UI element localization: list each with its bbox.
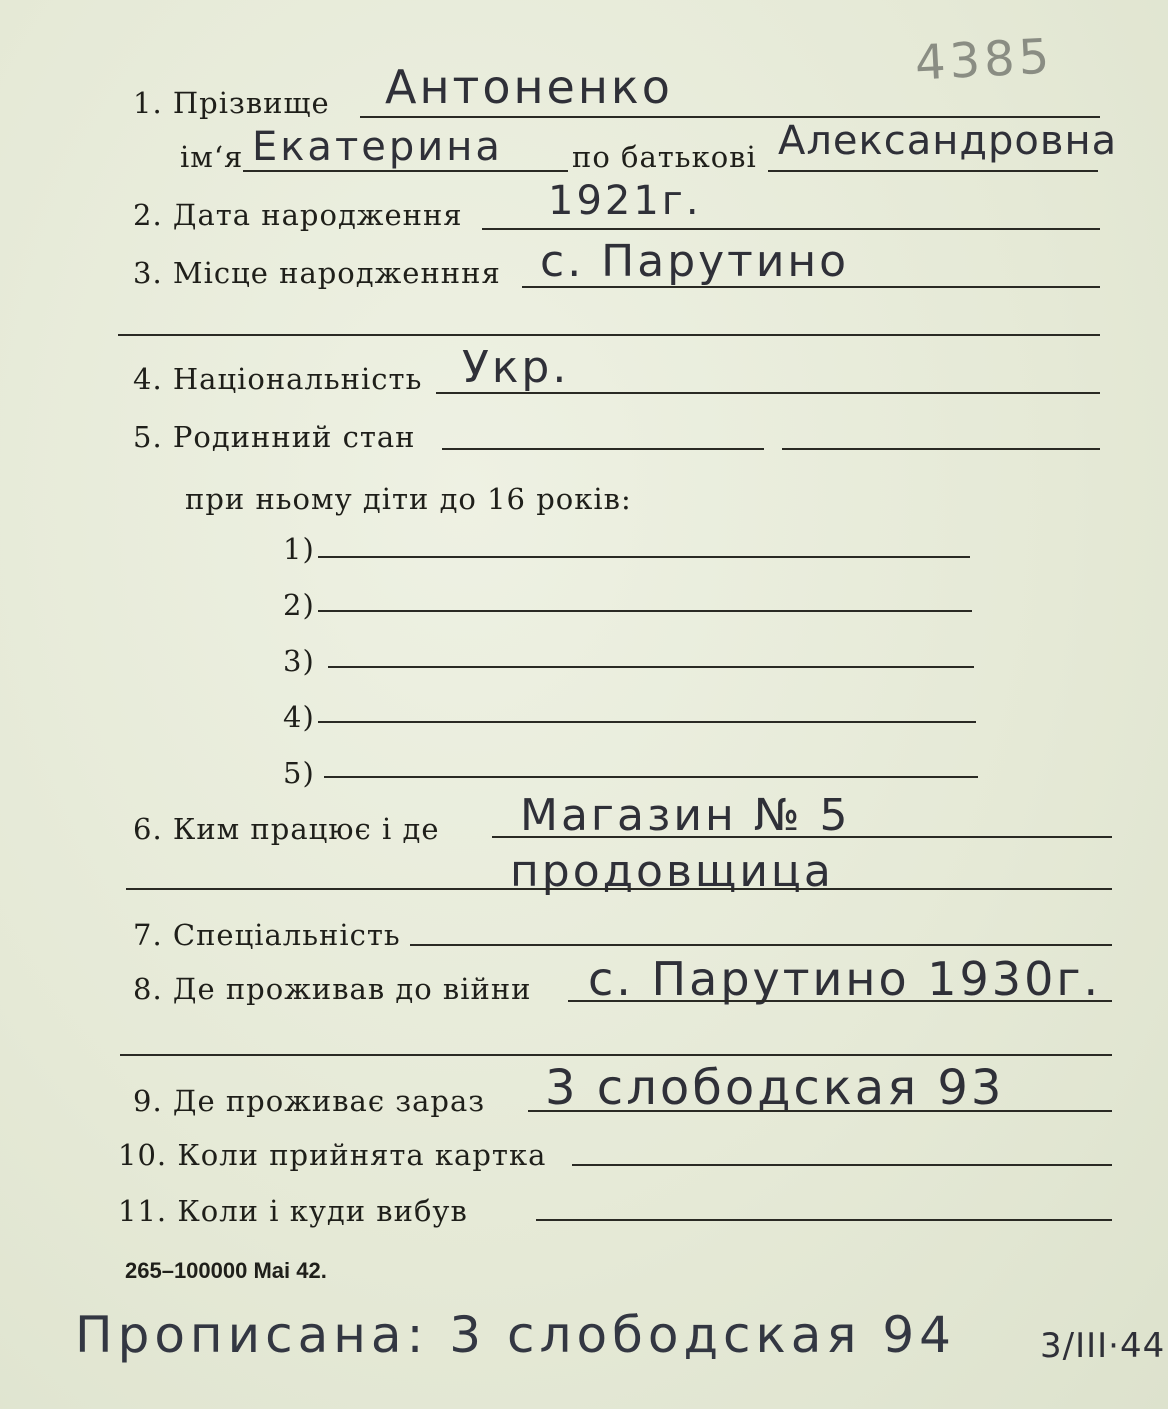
patronymic-label: по батькові	[572, 140, 757, 174]
child-2-line	[318, 610, 972, 612]
patronymic-line	[768, 170, 1098, 172]
prewar-line-2	[120, 1054, 1112, 1056]
name-value: Екатерина	[252, 124, 503, 170]
prewar-value: с. Парутино 1930г.	[588, 952, 1102, 1006]
prewar-label: 8. Де проживав до війни	[133, 972, 532, 1006]
prewar-line-1	[568, 1000, 1112, 1002]
birth-date-label: 2. Дата народження	[133, 198, 463, 232]
registration-date: 3/III·44	[1040, 1326, 1166, 1366]
work-label: 6. Ким працює і де	[133, 812, 440, 846]
work-value-2: продовщица	[510, 846, 834, 897]
child-4-line	[318, 721, 976, 723]
birth-date-line	[482, 228, 1100, 230]
print-code: 265–100000 Mai 42.	[125, 1258, 327, 1283]
birth-place-line	[522, 286, 1100, 288]
marital-line-2	[782, 448, 1100, 450]
specialty-line	[410, 944, 1112, 946]
nationality-value: Укр.	[462, 342, 570, 393]
marital-label: 5. Родинний стан	[133, 420, 416, 454]
current-label: 9. Де проживає зараз	[133, 1084, 486, 1118]
surname-label: 1. Прізвище	[133, 86, 330, 120]
birth-place-value: с. Парутино	[540, 236, 850, 287]
marital-line-1	[442, 448, 764, 450]
birth-place-line-2	[118, 334, 1100, 336]
birth-date-value: 1921г.	[548, 178, 702, 224]
card-received-label: 10. Коли прийнята картка	[118, 1138, 547, 1172]
departed-line	[536, 1219, 1112, 1221]
work-line-1	[492, 836, 1112, 838]
children-label: при ньому діти до 16 років:	[185, 482, 632, 516]
child-4-label: 4)	[283, 700, 315, 734]
nationality-label: 4. Національність	[133, 362, 423, 396]
work-line-2	[126, 888, 1112, 890]
card-received-line	[572, 1164, 1112, 1166]
child-1-line	[318, 556, 970, 558]
work-value-1: Магазин № 5	[520, 790, 851, 841]
child-1-label: 1)	[283, 532, 315, 566]
name-line	[243, 170, 568, 172]
child-3-label: 3)	[283, 644, 315, 678]
current-line	[528, 1110, 1112, 1112]
patronymic-value: Александровна	[778, 118, 1118, 164]
child-5-label: 5)	[283, 756, 315, 790]
specialty-label: 7. Спеціальність	[133, 918, 401, 952]
name-label: ім‘я	[180, 140, 244, 174]
nationality-line	[436, 392, 1100, 394]
departed-label: 11. Коли і куди вибув	[118, 1194, 468, 1228]
child-2-label: 2)	[283, 588, 315, 622]
surname-value: Антоненко	[385, 60, 673, 114]
child-3-line	[328, 666, 974, 668]
birth-place-label: 3. Місце народженння	[133, 256, 501, 290]
child-5-line	[324, 776, 978, 778]
current-value: 3 слободская 93	[545, 1060, 1005, 1116]
registration-note: Прописана: 3 слободская 94	[75, 1306, 956, 1364]
archive-number: 4385	[913, 28, 1055, 92]
